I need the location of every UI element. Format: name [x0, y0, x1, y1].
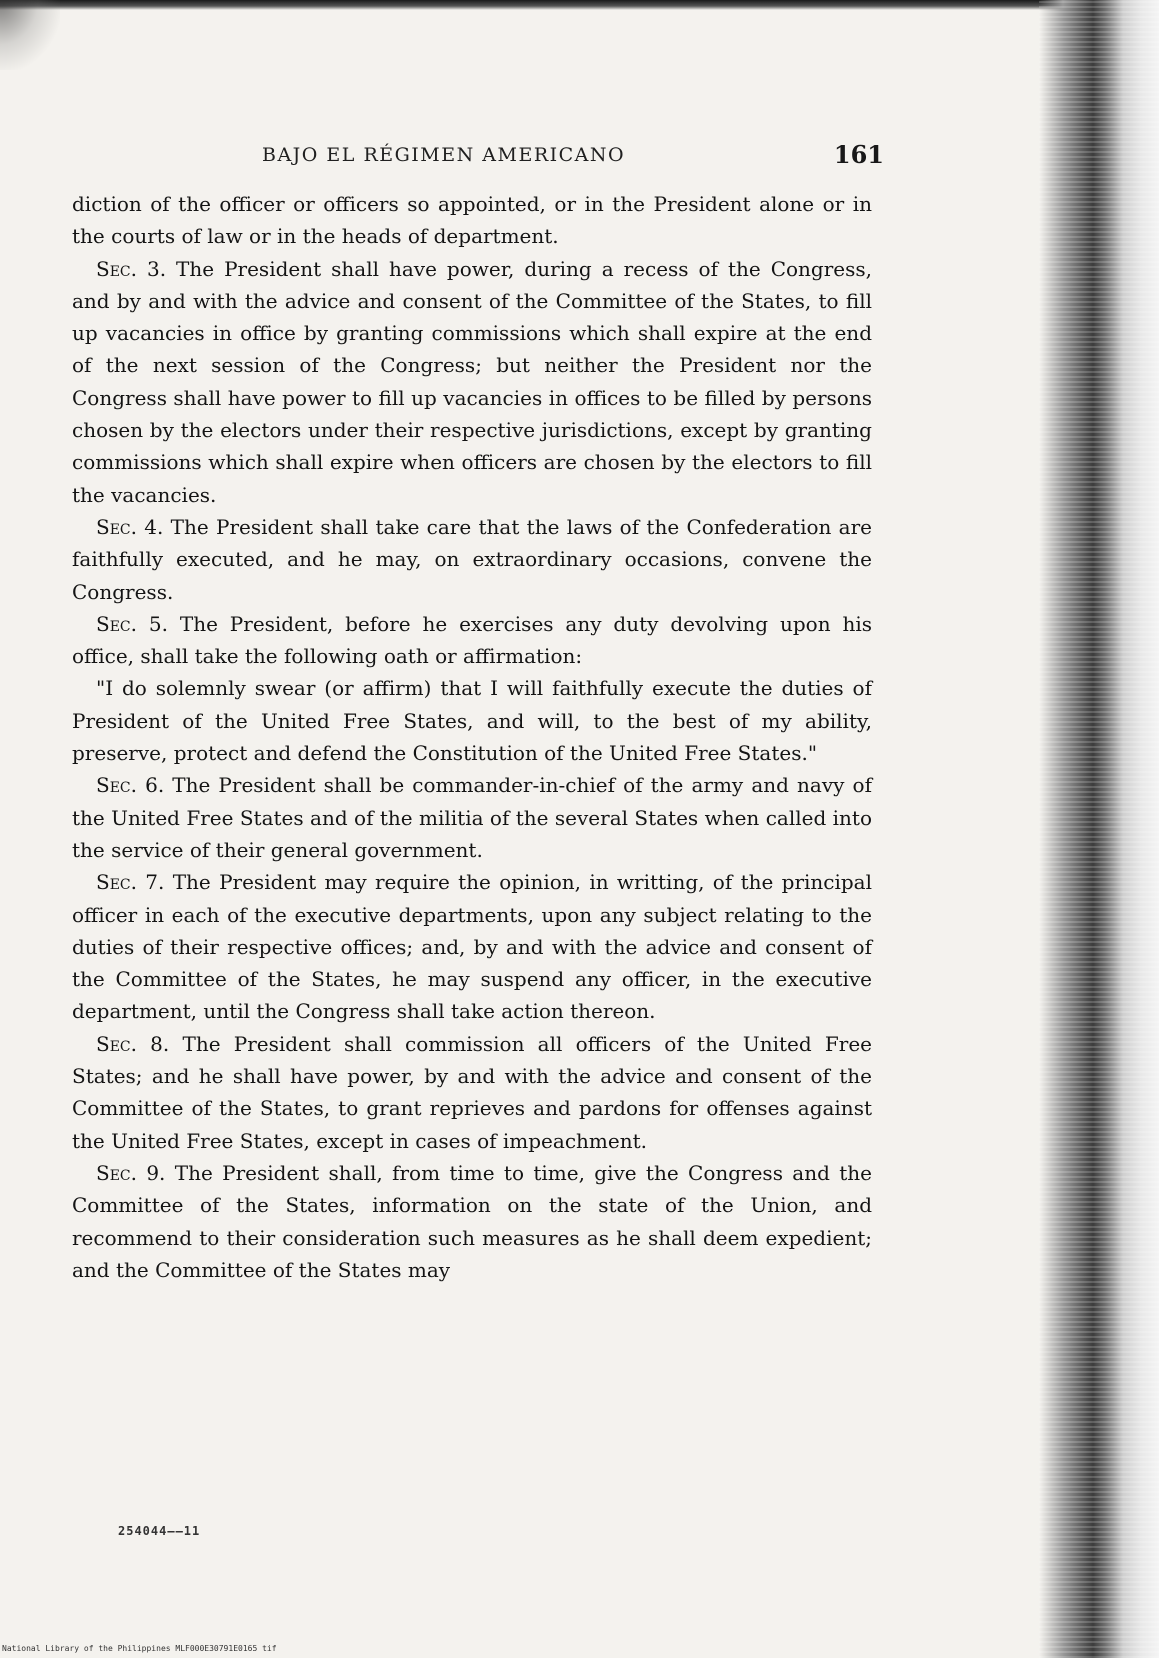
section-label: Sec. 7.: [96, 870, 165, 895]
paragraph-continuation: [72, 188, 872, 253]
section-text: The President shall have power, during a recess of the Congress, and by and with the advice and consent of the Committee of the States, to fill up vacancies in office by granting commissions which shall expire at the end of the next session of the Congress; but neither the President nor the Congress shall have power to fill up vacancies in offices to be filled by persons chosen by the electors under their respective jurisdictions, except by granting commissions which shall expire when officers are chosen by the electors to fill the vacancies.: [72, 256, 873, 507]
section-6: [72, 769, 872, 866]
paragraph-text: diction of the officer or officers so appointed, or in the President alone or in the courts of law or in the heads of department.: [72, 192, 872, 249]
section-7: [72, 866, 872, 1027]
section-8: [72, 1028, 872, 1157]
section-label: Sec. 8.: [96, 1031, 170, 1056]
printer-signature-mark: 254044——11: [118, 1524, 201, 1538]
oath-quote: [72, 672, 872, 769]
oath-text: "I do solemnly swear (or affirm) that I will faithfully execute the duties of President of the United Free States, and will, to the best of my ability, preserve, protect and defend the Constitution of the United Free States.": [72, 676, 872, 766]
book-binding-shadow: [1039, 0, 1159, 1658]
section-label: Sec. 6.: [96, 773, 165, 798]
section-4: [72, 511, 872, 608]
section-text: The President may require the opinion, in writting, of the principal officer in each of the executive departments, upon any subject relating to the duties of their respective offices; and, by and with the advice and consent of the Committee of the States, he may suspend any officer, in the executive department, until the Congress shall take action thereon.: [72, 870, 872, 1024]
section-text: The President shall take care that the laws of the Confederation are faithfully executed, and he may, on extraordinary occasions, convene the Congress.: [72, 514, 872, 604]
running-head: [72, 140, 884, 176]
section-text: The President shall commission all officers of the United Free States; and he shall have power, by and with the advice and consent of the Committee of the States, to grant reprieves and pardons for offenses against the United Free States, except in cases of impeachment.: [72, 1031, 872, 1153]
scan-top-edge: [0, 0, 1159, 10]
page-content: [72, 140, 884, 1286]
section-text: The President shall, from time to time, give the Congress and the Committee of the States, information on the state of the Union, and recommend to their consideration such measures as he shall deem expedient; and the Committee of the States may: [72, 1160, 872, 1282]
scan-credit-line: National Library of the Philippines MLF000E30791E0165 tif: [2, 1644, 277, 1653]
section-text: The President, before he exercises any duty devolving upon his office, shall take the following oath or affirmation:: [72, 611, 873, 669]
section-9: [72, 1157, 872, 1286]
section-3: [72, 253, 872, 511]
section-label: Sec. 4.: [96, 514, 164, 539]
section-5: [72, 608, 872, 673]
section-text: The President shall be commander-in-chief of the army and navy of the United Free States and of the militia of the several States when called into the service of their general government.: [72, 773, 872, 862]
running-title: BAJO EL RÉGIMEN AMERICANO: [262, 144, 626, 166]
section-label: Sec. 5.: [96, 611, 168, 636]
scan-corner-shadow: [0, 0, 60, 70]
section-label: Sec. 9.: [96, 1160, 166, 1185]
page-number: 161: [833, 140, 884, 169]
section-label: Sec. 3.: [96, 256, 167, 281]
body-text: [72, 188, 872, 1286]
